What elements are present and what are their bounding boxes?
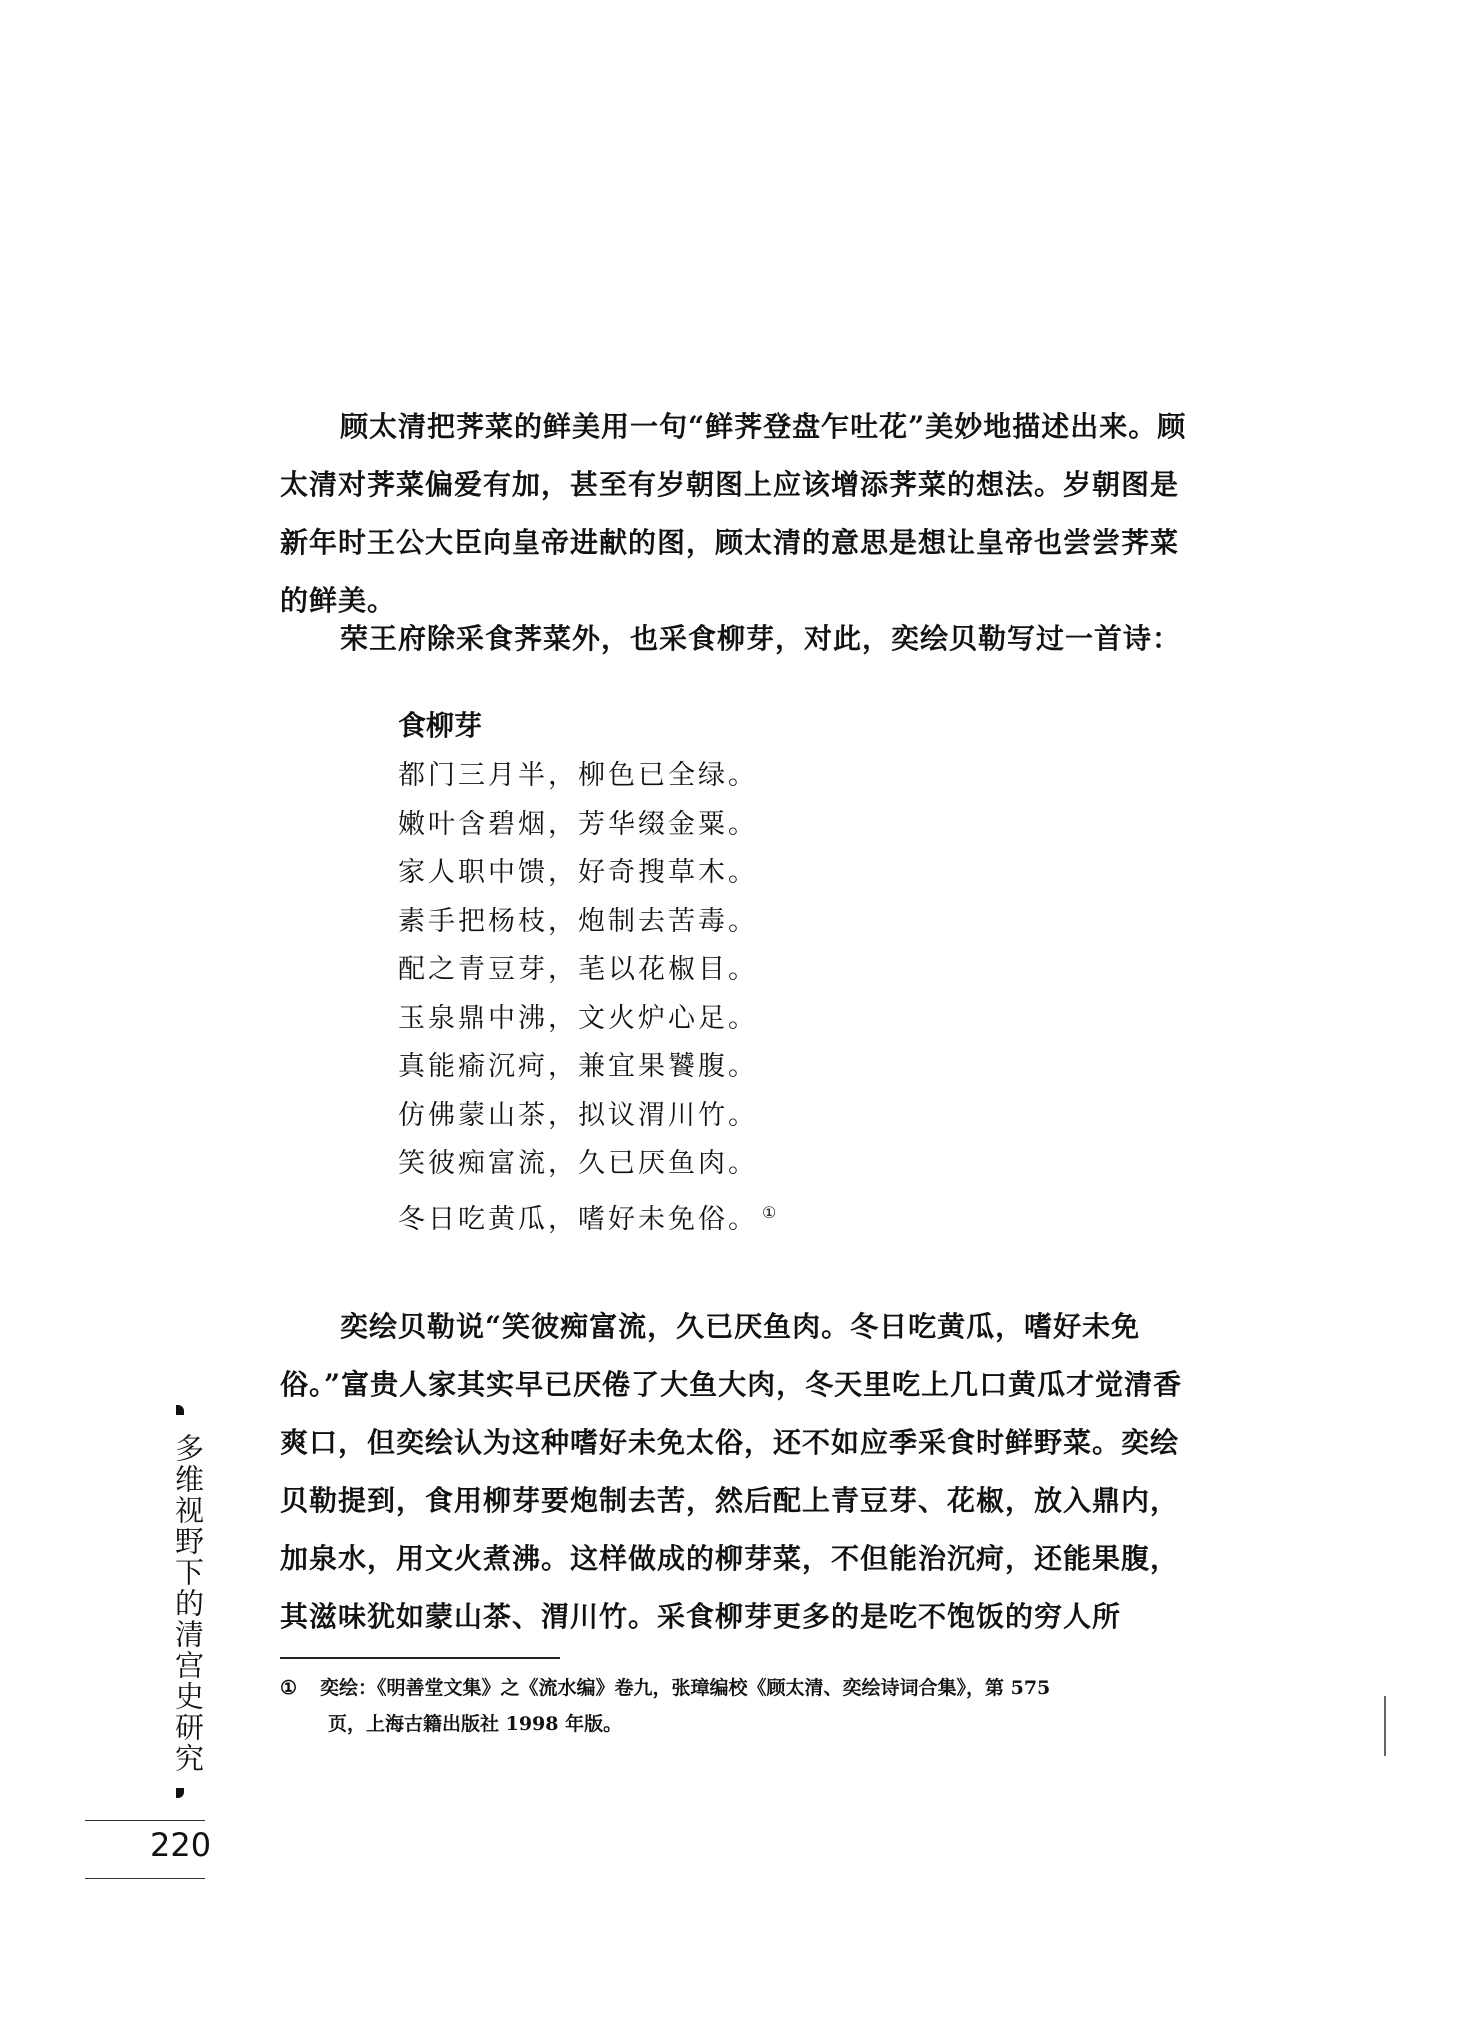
poem-line: 仿佛蒙山茶，拟议渭川竹。 [398, 1099, 758, 1131]
poem-line: 都门三月半，柳色已全绿。 [398, 760, 758, 791]
poem-line: 素手把杨枝，炮制去苦毒。 [398, 905, 758, 937]
footnote-mark: ① [280, 1677, 298, 1699]
poem-line: 家人职中馈，好奇搜草木。 [398, 857, 758, 888]
footnote-line-2: 页，上海古籍出版社 1998 年版。 [328, 1713, 623, 1735]
poem-line: 真能瘉沉疴，兼宜果饕腹。 [398, 1051, 758, 1082]
page-number-rule-bottom [85, 1878, 205, 1879]
paragraph-2: 荣王府除采食荠菜外，也采食柳芽，对此，奕绘贝勒写过一首诗： [340, 622, 1182, 655]
poem-line: 笑彼痴富流，久已厌鱼肉。 [398, 1148, 758, 1179]
footnote-divider [280, 1657, 560, 1659]
page-number-rule-top [85, 1820, 205, 1821]
margin-mark [1384, 1696, 1386, 1756]
paragraph-3: 奕绘贝勒说“笑彼痴富流，久已厌鱼肉。冬日吃黄瓜，嗜好未免俗。”富贵人家其实早已厌倦了大鱼大肉，冬天里吃上几口黄瓜才觉清香爽口，但奕绘认为这种嗜好未免太俗，还不如应季采食时鲜野菜。奕绘贝勒提到，食用柳芽要炮制去苦，然后配上青豆芽、花椒，放入鼎内，加泉水，用文火煮沸。这样做成的柳芽菜，不但能治沉疴，还能果腹，其滋味犹如蒙山茶、渭川竹。采食柳芽更多的是吃不饱饭的穷人所 [280, 1310, 1183, 1633]
poem-line: 配之青豆芽，芼以花椒目。 [398, 954, 758, 985]
paragraph-1: 顾太清把荠菜的鲜美用一句“鲜荠登盘乍吐花”美妙地描述出来。顾太清对荠菜偏爱有加，甚至有岁朝图上应该增添荠菜的想法。岁朝图是新年时王公大臣向皇帝进献的图，顾太清的意思是想让皇帝也尝尝荠菜的鲜美。 [280, 410, 1187, 617]
page-number: 220 [150, 1826, 212, 1864]
poem-line: 冬日吃黄瓜，嗜好未免俗。 [398, 1203, 758, 1235]
footnote-line-1: 奕绘：《明善堂文集》之《流水编》卷九，张璋编校《顾太清、奕绘诗词合集》，第 575 [320, 1677, 1051, 1699]
bracket-top-icon [176, 1405, 184, 1415]
running-title [168, 1405, 208, 1798]
poem-line: 玉泉鼎中沸，文火炉心足。 [398, 1002, 758, 1034]
footnote-reference[interactable]: ① [762, 1202, 780, 1222]
bracket-bottom-icon [176, 1788, 184, 1798]
poem-line-last [398, 1189, 779, 1245]
poem [398, 752, 779, 1244]
running-title-text: 多维视野下的清宫史研究 [171, 1433, 205, 1774]
footnote [280, 1670, 1210, 1742]
poem-title: 食柳芽 [398, 709, 483, 742]
poem-line: 嫩叶含碧烟，芳华缀金粟。 [398, 808, 758, 840]
